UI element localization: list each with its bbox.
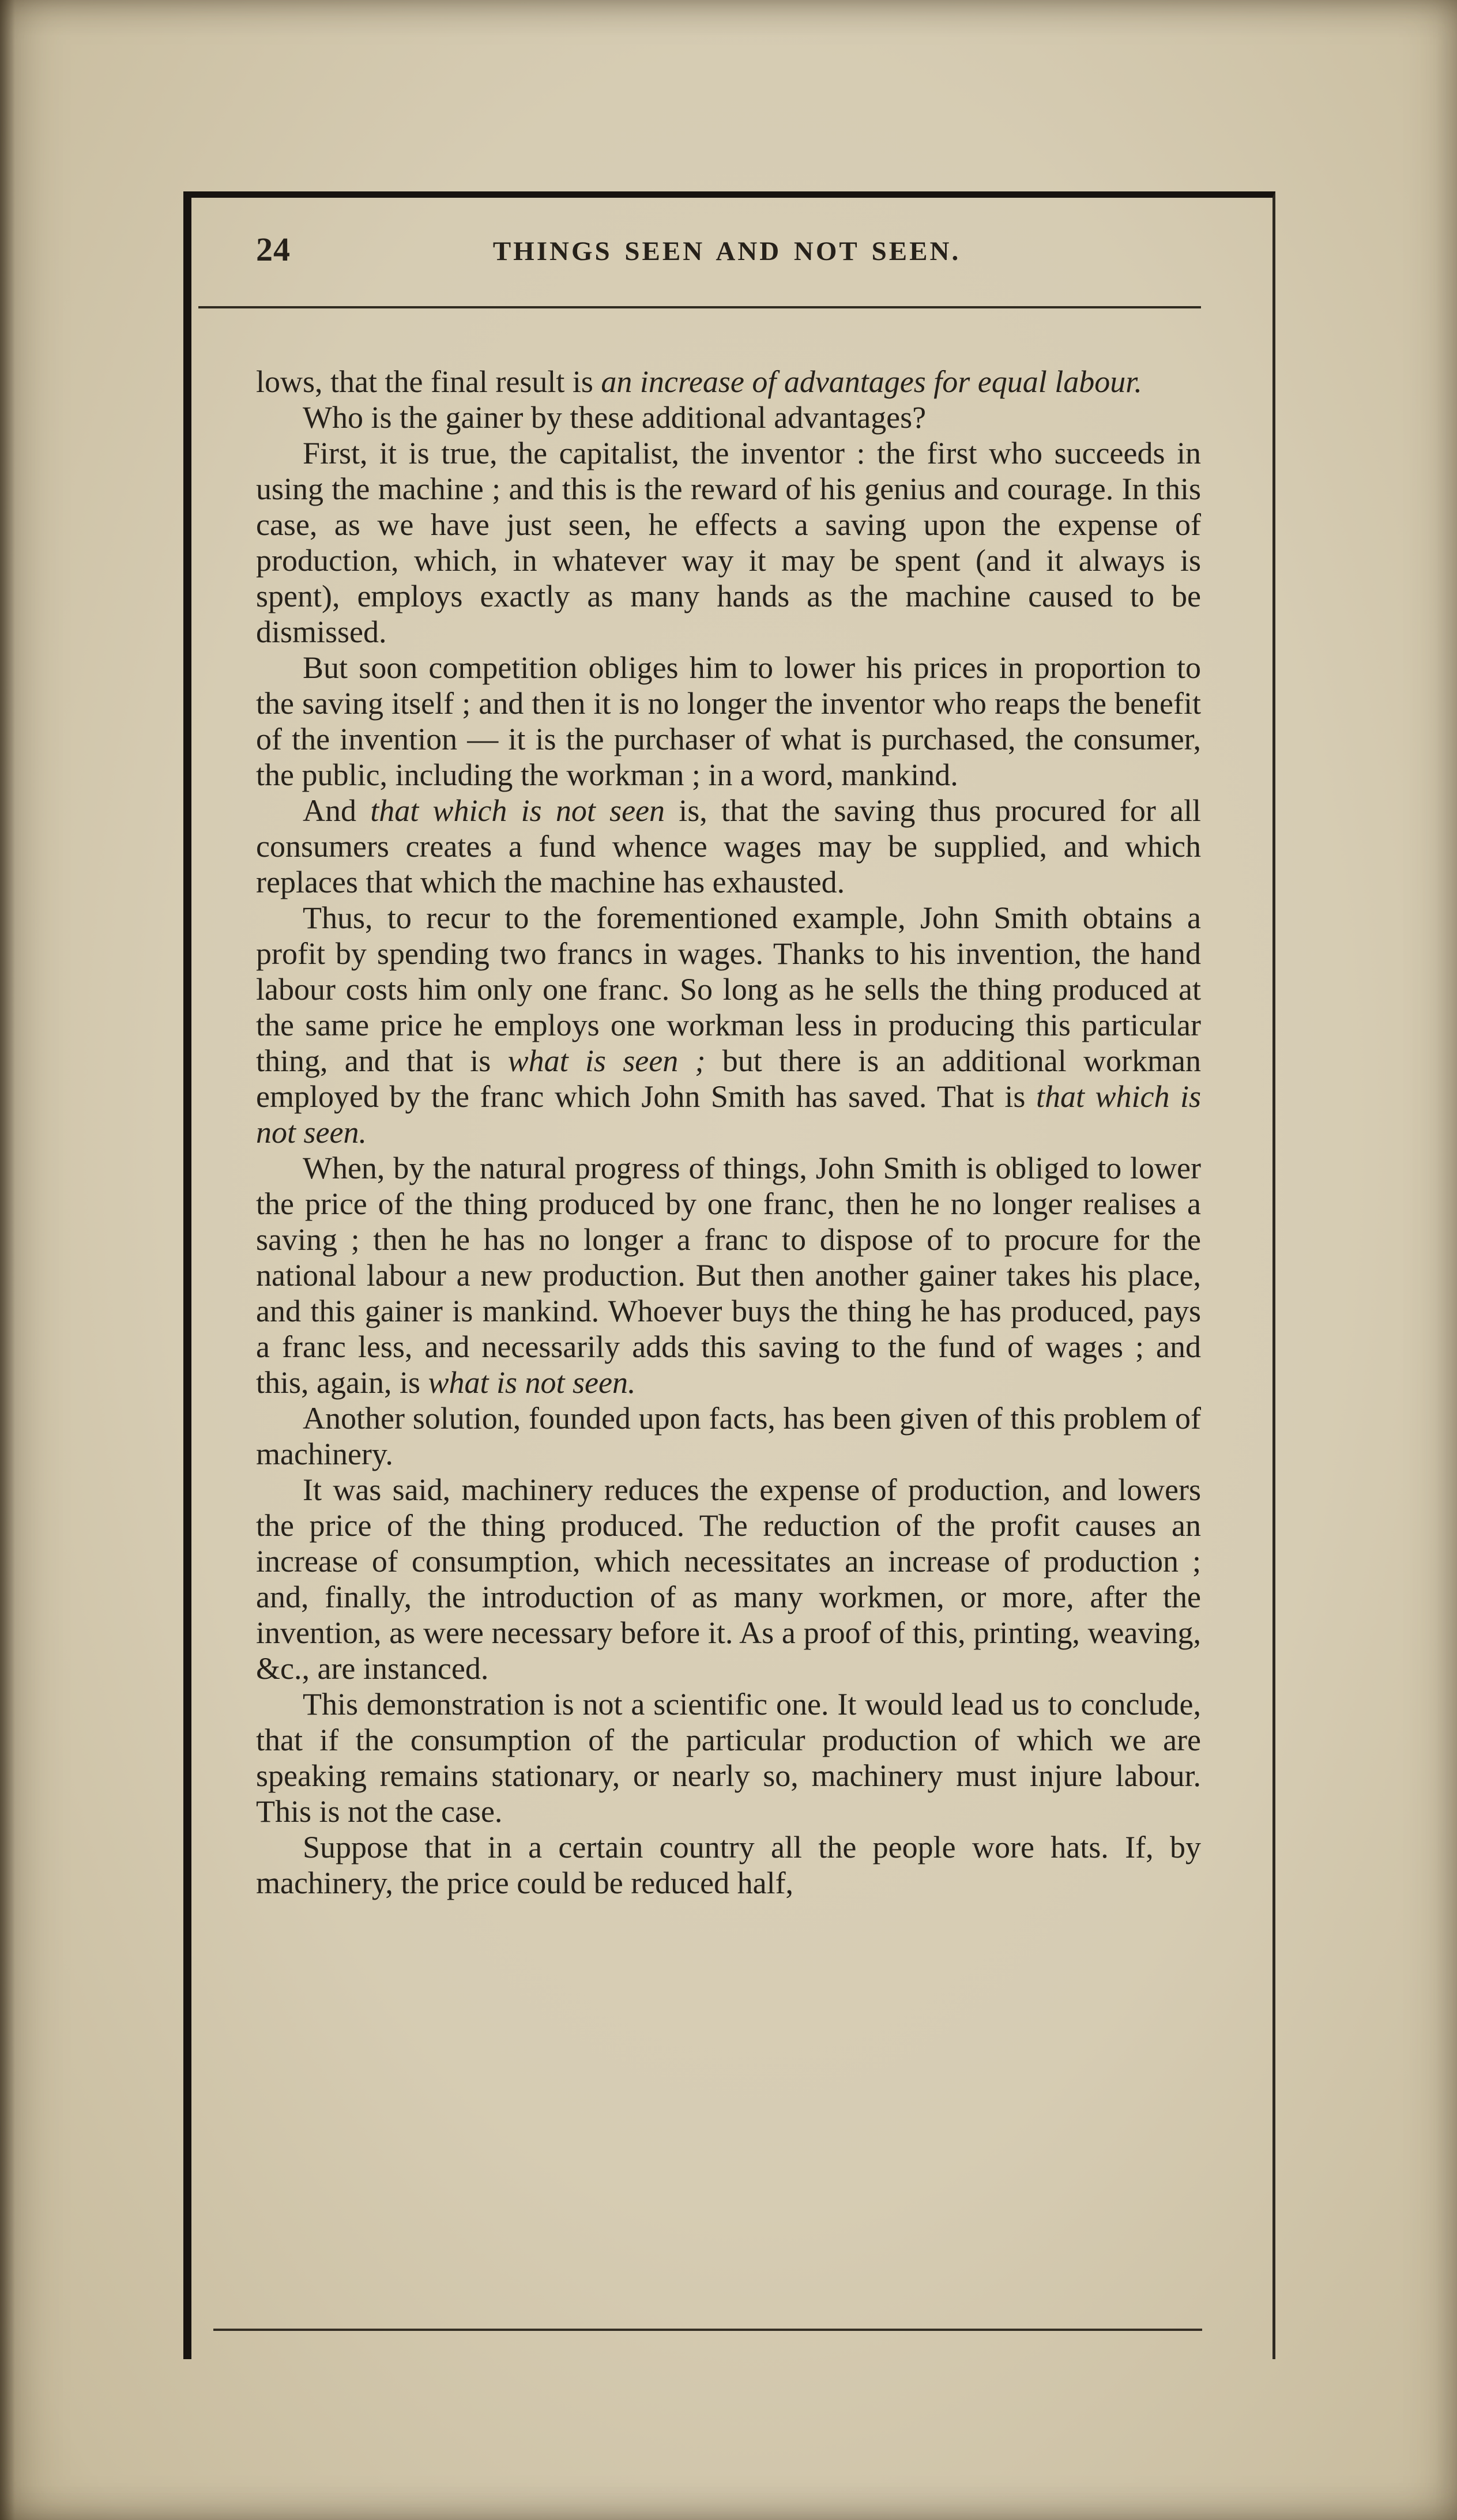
text-segment: Who is the gainer by these additional advantages? (303, 400, 927, 435)
paragraph (256, 435, 1201, 650)
paragraph (256, 1150, 1201, 1400)
text-segment: lows, that the final result is (256, 364, 601, 399)
page-header (256, 230, 1198, 283)
paragraph (256, 1686, 1201, 1829)
paragraph (256, 400, 1201, 435)
running-title: THINGS SEEN AND NOT SEEN. (492, 236, 961, 266)
italic-text-segment: what is seen ; (507, 1044, 706, 1078)
text-segment: Suppose that in a certain country all the people wore hats. If, by machinery, the price could be reduced half, (256, 1830, 1201, 1900)
page-number: 24 (256, 231, 291, 268)
text-segment: But soon competition obliges him to lower his prices in proportion to the saving itself ; and then it is no longer the inventor who reaps the benefit of the invention — it is the purchaser of what is purchased, the consumer, the public, including the workman ; in a word, mankind. (256, 650, 1201, 792)
text-segment: And (303, 793, 371, 828)
text-segment: When, by the natural progress of things, John Smith is obliged to lower the price of the thing produced by one franc, then he no longer realises a saving ; then he has no longer a franc to dispose of to procure for the national labour a new production. But then another gainer takes his place, and this gainer is mankind. Whoever buys the thing he has produced, pays a franc less, and necessarily adds this saving to the fund of wages ; and this, again, is (256, 1151, 1201, 1400)
italic-text-segment: what is not seen. (428, 1365, 636, 1400)
paragraph (256, 364, 1201, 400)
italic-text-segment: that which is not seen. (256, 1079, 1201, 1150)
paragraph (256, 650, 1201, 793)
paragraph (256, 900, 1201, 1150)
paragraph (256, 793, 1201, 900)
header-rule (198, 306, 1201, 308)
text-segment: It was said, machinery reduces the expense of production, and lowers the price of the thing produced. The reduction of the profit causes an increase of consumption, which necessitates an increase of production ; and, finally, the introduction of as many workmen, or more, after the invention, as were necessary before it. As a proof of this, printing, weaving, &c., are instanced. (256, 1472, 1201, 1686)
gutter-shadow (0, 0, 15, 2520)
text-segment: First, it is true, the capitalist, the inventor : the first who succeeds in using the machine ; and this is the reward of his genius and courage. In this case, as we have just seen, he effects a saving upon the expense of production, which, in whatever way it may be spent (and it always is spent), employs exactly as many hands as the machine caused to be dismissed. (256, 436, 1201, 649)
text-segment: Another solution, founded upon facts, has been given of this problem of machinery. (256, 1401, 1201, 1471)
italic-text-segment: that which is not seen (370, 793, 665, 828)
page-frame (183, 191, 1275, 2359)
italic-text-segment: an increase of advantages for equal labour. (601, 364, 1142, 399)
paragraph (256, 1400, 1201, 1472)
paragraph (256, 1472, 1201, 1686)
bottom-rule (213, 2329, 1202, 2331)
text-segment: but there is an additional workman employed by the franc which John Smith has saved. That is (256, 1044, 1201, 1114)
text-segment: is, that the saving thus procured for all consumers creates a fund whence wages may be supplied, and which replaces that which the machine has exhausted. (256, 793, 1202, 899)
paragraph (256, 1829, 1201, 1901)
body-text (256, 364, 1201, 1901)
text-segment: This demonstration is not a scientific one. It would lead us to conclude, that if the consumption of the particular production of which we are speaking remains stationary, or nearly so, machinery must injure labour. This is not the case. (256, 1687, 1201, 1829)
text-segment: Thus, to recur to the forementioned example, John Smith obtains a profit by spending two francs in wages. Thanks to his invention, the hand labour costs him only one franc. So long as he sells the thing produced at the same price he employs one workman less in producing this particular thing, and that is (256, 901, 1201, 1078)
